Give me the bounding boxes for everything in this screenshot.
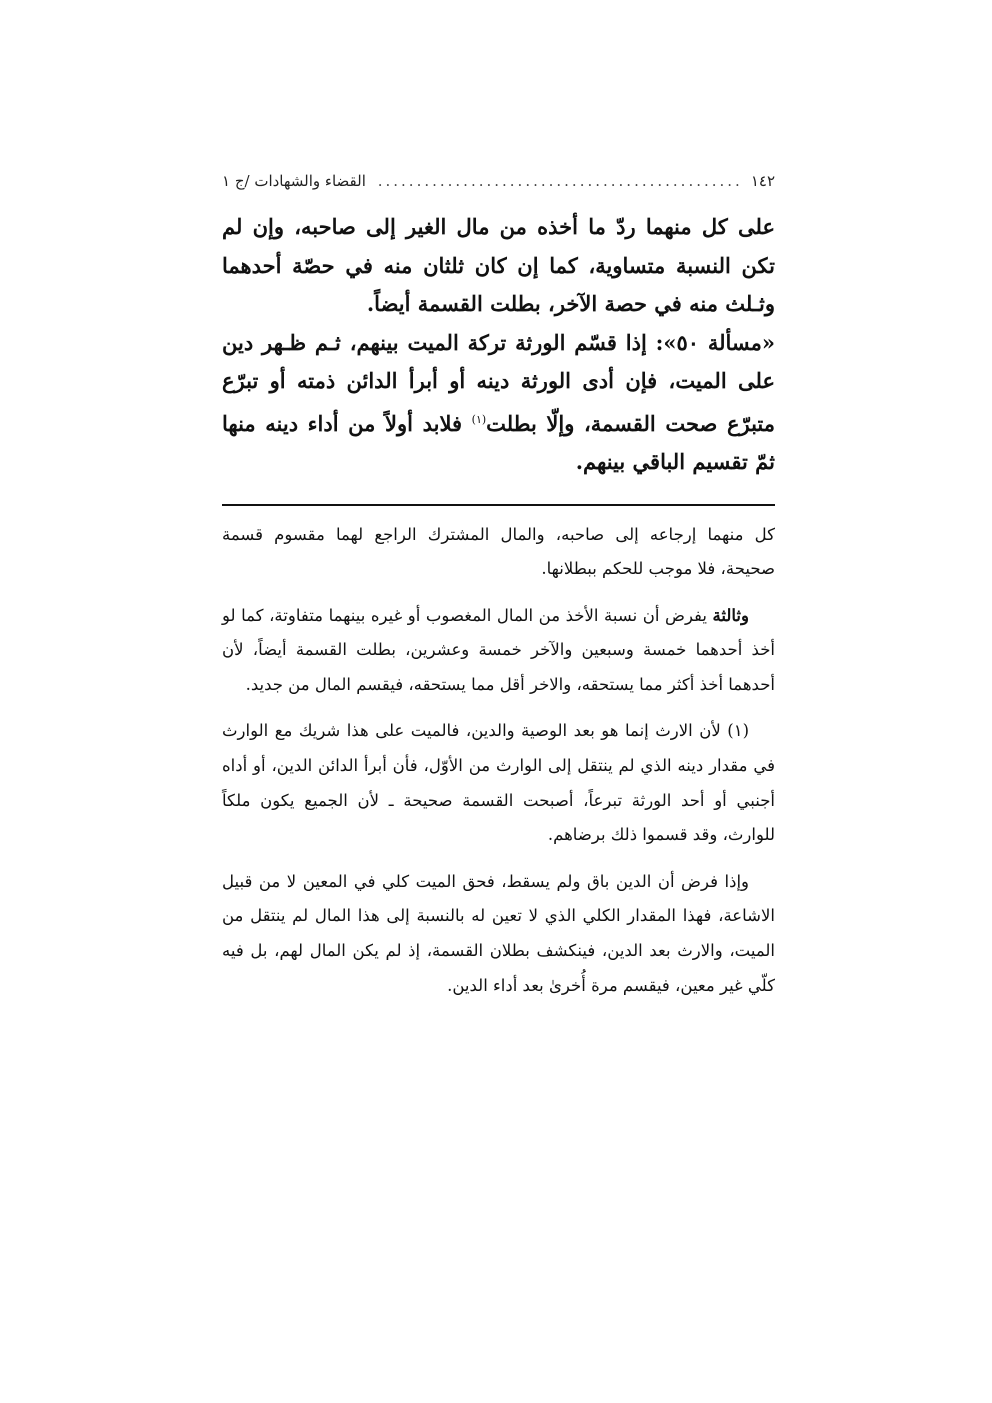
third-case-text: يفرض أن نسبة الأخذ من المال المغصوب أو غيره بينهما متفاوتة، كما لو أخذ أحدهما خمسة وسبعين والآخر خمسة وعشرين، بطلت القسمة أيضاً، لأن أحدهما أخذ أكثر مما يستحقه، والاخر أقل مما يستحقه، فيقسم المال من جديد. (222, 605, 775, 694)
footnote-1-continued: وإذا فرض أن الدين باق ولم يسقط، فحق الميت كلي في المعين لا من قبيل الاشاعة، فهذا المقدار الكلي الذي لا تعين له بالنسبة إلى هذا المال لم ينتقل من الميت، والارث بعد الدين، فينكشف بطلان القسمة، إذ لم يكن المال لهم، بل فيه كلّي غير معين، فيقسم مرة أُخرىٰ بعد أداء الدين. (222, 871, 775, 995)
issue-50-paragraph (222, 324, 775, 482)
footnote-divider (222, 504, 775, 506)
running-header (222, 172, 775, 200)
footnote-third-case (222, 599, 775, 703)
footnote-marker[interactable]: (١) (471, 412, 487, 426)
page-number: ١٤٢ (750, 172, 775, 190)
footnote-continuation: كل منهما إرجاعه إلى صاحبه، والمال المشترك الراجع لهما مقسوم قسمة صحيحة، فلا موجب للحكم ببطلانها. (222, 524, 775, 579)
dot-leader (374, 172, 743, 190)
footnotes (222, 518, 775, 1004)
footnote-1: (١) لأن الارث إنما هو بعد الوصية والدين، فالميت على هذا شريك مع الوارث في مقدار دينه الذي لم ينتقل إلى الوارث من الأوّل، فأن أبرأ الدائن الدين، أو أداه أجنبي أو أحد الورثة تبرعاً، أصبحت القسمة صحيحة ـ لأن الجميع يكون ملكاً للوارث، وقد قسموا ذلك برضاهم. (222, 721, 775, 845)
book-page (222, 172, 775, 1015)
issue-50-text-start: «مسألة ٥٠»: إذا قسّم الورثة تركة الميت بينهم، ثـم ظـهر دين على الميت، فإن أدى الورثة دينه أو أبرأ الدائن ذمته أو تبرّع متبرّع صحت القسمة، وإلّا بطلت (222, 329, 776, 436)
book-title: القضاء والشهادات /ج ١ (222, 172, 366, 190)
third-case-lead: وثالثة (712, 605, 749, 625)
main-paragraph (222, 208, 775, 324)
main-text (222, 208, 775, 482)
main-paragraph-text: على كل منهما ردّ ما أخذه من مال الغير إلى صاحبه، وإن لم تكن النسبة متساوية، كما إن كان ثلثان منه في حصّة أحدهما وثـلث منه في حصة الآخر، بطلت القسمة أيضاً. (222, 214, 775, 316)
issue-50-text-end: فلابد أولاً من أداء دينه منها ثمّ تقسيم الباقي بينهم. (222, 410, 775, 474)
